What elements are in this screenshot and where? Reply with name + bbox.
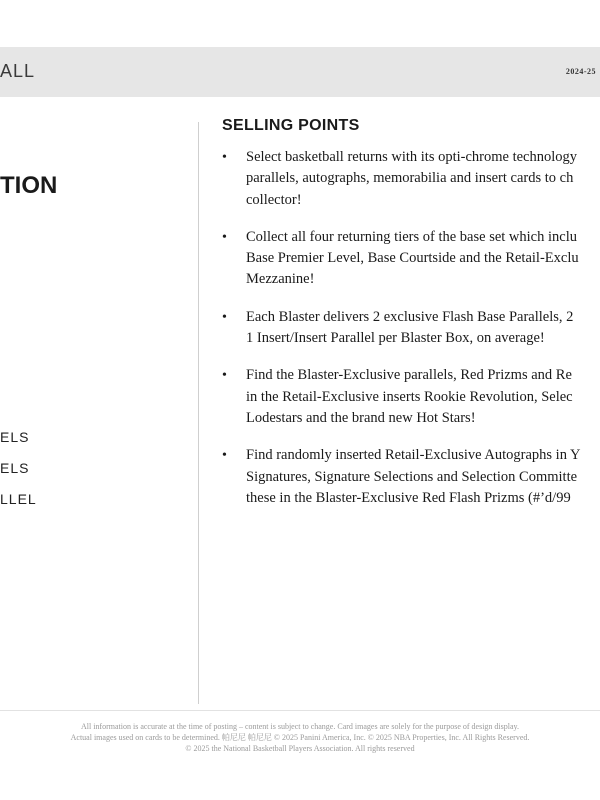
selling-point-line: Each Blaster delivers 2 exclusive Flash Base Parallels, 2 <box>246 308 574 325</box>
selling-point-line: in the Retail-Exclusive inserts Rookie Revolution, Selec <box>246 388 573 405</box>
left-list-item: ELS <box>0 429 30 445</box>
footer-divider <box>0 710 600 711</box>
footer-line: All information is accurate at the time of posting – content is subject to change. Card images are solely for the purpose of design display. <box>80 722 520 731</box>
selling-point-line: Signatures, Signature Selections and Selection Committe <box>246 468 578 485</box>
selling-point-item <box>222 445 600 509</box>
selling-points-list <box>222 147 600 509</box>
bullet-icon: • <box>222 309 227 325</box>
header-band <box>0 47 600 97</box>
selling-point-line: these in the Blaster-Exclusive Red Flash Prizms (#’d/99 <box>246 489 571 506</box>
selling-point-line: Lodestars and the brand new Hot Stars! <box>246 409 476 426</box>
selling-point-line: Mezzanine! <box>246 271 315 288</box>
bullet-icon: • <box>222 368 227 384</box>
column-divider <box>198 122 199 704</box>
left-list-item: ELS <box>0 460 30 476</box>
header-brand-text: ALL <box>0 61 36 81</box>
selling-point-item <box>222 147 600 211</box>
selling-point-line: Find randomly inserted Retail-Exclusive Autographs in Y <box>246 447 581 464</box>
selling-point-item <box>222 307 600 350</box>
selling-point-line: Find the Blaster-Exclusive parallels, Red Prizms and Re <box>246 367 572 384</box>
footer-line: © 2025 the National Basketball Players Association. All rights reserved <box>185 744 415 753</box>
footer-line: Actual images used on cards to be determined. 帕尼尼 帕尼尼 © 2025 Panini America, Inc. © 2025 NBA Properties, Inc. All Rights Reserved. <box>70 733 530 742</box>
left-section-title: TION <box>0 172 58 199</box>
selling-point-line: collector! <box>246 191 302 208</box>
selling-point-line: Select basketball returns with its opti-chrome technology <box>246 149 578 165</box>
selling-point-item <box>222 227 600 291</box>
selling-point-line: Collect all four returning tiers of the base set which inclu <box>246 228 577 245</box>
bullet-icon: • <box>222 150 227 165</box>
selling-point-line: 1 Insert/Insert Parallel per Blaster Box, on average! <box>246 330 545 347</box>
selling-point-item <box>222 365 600 429</box>
legal-footer <box>0 721 600 754</box>
header-season: 2024-25 <box>565 67 596 76</box>
selling-point-line: parallels, autographs, memorabilia and insert cards to ch <box>246 170 574 187</box>
selling-points-heading: SELLING POINTS <box>222 117 360 134</box>
left-item-list <box>0 428 37 521</box>
left-list-item: LLEL <box>0 491 37 507</box>
bullet-icon: • <box>222 229 227 245</box>
selling-point-line: Base Premier Level, Base Courtside and the Retail-Exclu <box>246 250 579 267</box>
selling-points-section <box>222 117 600 525</box>
bullet-icon: • <box>222 448 227 464</box>
